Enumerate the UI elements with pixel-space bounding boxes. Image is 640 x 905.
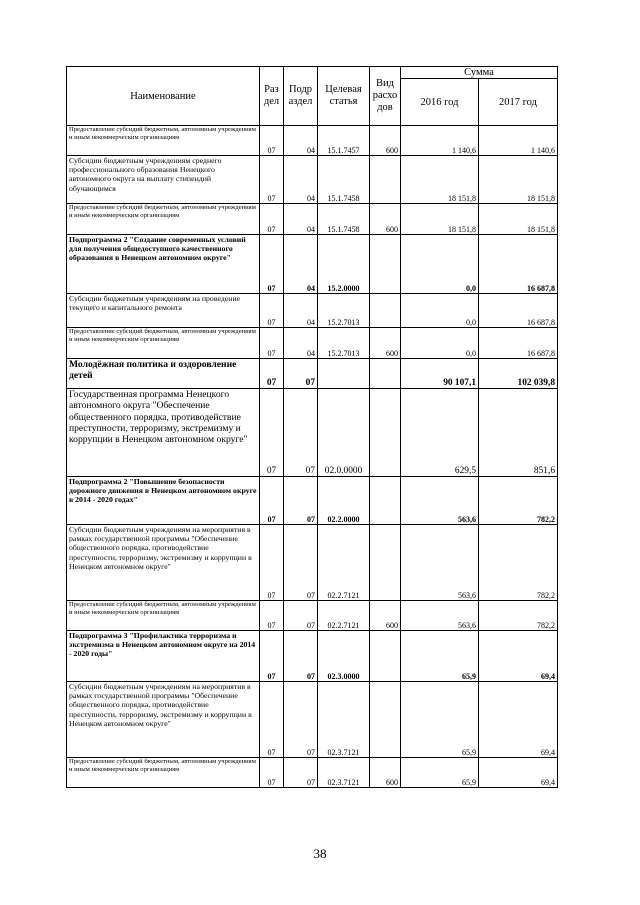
row-target-article: 02.2.0000 [318, 477, 370, 525]
table-row [67, 126, 558, 156]
table-row [67, 631, 558, 682]
row-expense-type [370, 525, 401, 601]
table-row [67, 204, 558, 235]
row-sum-2017: 102 039,8 [479, 359, 558, 389]
header-expense-type: Вид расхо дов [370, 67, 401, 126]
row-subsection: 07 [284, 389, 318, 477]
row-target-article: 15.2.0000 [318, 235, 370, 294]
row-sum-2016: 563,6 [401, 601, 479, 631]
row-target-article: 15.1.7457 [318, 126, 370, 156]
row-sum-2017: 18 151,8 [479, 156, 558, 204]
row-sum-2016: 65,9 [401, 631, 479, 682]
row-sum-2016: 18 151,8 [401, 204, 479, 235]
row-sum-2017: 16 687,8 [479, 235, 558, 294]
row-sum-2016: 629,5 [401, 389, 479, 477]
row-target-article: 02.3.7121 [318, 682, 370, 758]
row-subsection: 04 [284, 126, 318, 156]
row-sum-2016: 18 151,8 [401, 156, 479, 204]
row-section: 07 [260, 631, 284, 682]
row-subsection: 07 [284, 682, 318, 758]
row-target-article: 02.2.7121 [318, 601, 370, 631]
row-sum-2016: 563,6 [401, 525, 479, 601]
row-sum-2017: 18 151,8 [479, 204, 558, 235]
row-section: 07 [260, 126, 284, 156]
row-sum-2016: 90 107,1 [401, 359, 479, 389]
row-expense-type [370, 682, 401, 758]
row-subsection: 07 [284, 359, 318, 389]
row-subsection: 04 [284, 294, 318, 328]
row-name: Предоставление субсидий бюджетным, автономным учреждениям и иным некоммерческим организациям [67, 126, 260, 156]
row-target-article: 02.3.7121 [318, 758, 370, 788]
row-expense-type [370, 477, 401, 525]
row-name: Подпрограмма 2 "Создание современных условий для получения общедоступного качественного образования в Ненецком автономном округе" [67, 235, 260, 294]
table-row [67, 235, 558, 294]
row-sum-2016: 1 140,6 [401, 126, 479, 156]
row-section: 07 [260, 682, 284, 758]
table-row [67, 389, 558, 477]
row-subsection: 07 [284, 477, 318, 525]
row-sum-2017: 69,4 [479, 631, 558, 682]
row-name: Предоставление субсидий бюджетным, автономным учреждениям и иным некоммерческим организациям [67, 601, 260, 631]
row-name: Молодёжная политика и оздоровление детей [67, 359, 260, 389]
row-expense-type [370, 631, 401, 682]
row-target-article [318, 359, 370, 389]
row-name: Субсидии бюджетным учреждениям среднего профессионального образования Ненецкого автономного округа на выплату стипендий обучающимся [67, 156, 260, 204]
header-sum: Сумма [401, 67, 558, 79]
row-section: 07 [260, 359, 284, 389]
row-name: Государственная программа Ненецкого автономного округа "Обеспечение общественного порядка, противодействие преступности, терроризму, экстремизму и коррупции в Ненецком автономном округе" [67, 389, 260, 477]
row-sum-2017: 69,4 [479, 682, 558, 758]
row-sum-2017: 16 687,8 [479, 294, 558, 328]
row-target-article: 02.3.0000 [318, 631, 370, 682]
row-section: 07 [260, 156, 284, 204]
row-sum-2017: 16 687,8 [479, 328, 558, 359]
row-sum-2017: 782,2 [479, 525, 558, 601]
row-expense-type: 600 [370, 204, 401, 235]
row-section: 07 [260, 758, 284, 788]
row-section: 07 [260, 525, 284, 601]
table-row [67, 477, 558, 525]
row-expense-type [370, 235, 401, 294]
row-sum-2016: 65,9 [401, 682, 479, 758]
table-header-row-top [67, 67, 558, 79]
header-year-2016: 2016 год [401, 79, 479, 126]
table-row [67, 328, 558, 359]
row-target-article: 15.2.7013 [318, 294, 370, 328]
row-sum-2016: 0,0 [401, 328, 479, 359]
table-row [67, 682, 558, 758]
row-subsection: 04 [284, 156, 318, 204]
header-subsection: Подр аздел [284, 67, 318, 126]
row-expense-type: 600 [370, 758, 401, 788]
row-sum-2017: 851,6 [479, 389, 558, 477]
row-section: 07 [260, 328, 284, 359]
header-name: Наименование [67, 67, 260, 126]
row-name: Предоставление субсидий бюджетным, автономным учреждениям и иным некоммерческим организациям [67, 204, 260, 235]
row-expense-type [370, 294, 401, 328]
row-subsection: 07 [284, 631, 318, 682]
row-expense-type [370, 156, 401, 204]
row-sum-2017: 782,2 [479, 601, 558, 631]
row-name: Предоставление субсидий бюджетным, автономным учреждениям и иным некоммерческим организациям [67, 758, 260, 788]
row-target-article: 15.2.7013 [318, 328, 370, 359]
row-target-article: 02.0.0000 [318, 389, 370, 477]
row-expense-type: 600 [370, 601, 401, 631]
row-subsection: 04 [284, 235, 318, 294]
header-target-article: Целевая статья [318, 67, 370, 126]
row-section: 07 [260, 235, 284, 294]
row-section: 07 [260, 204, 284, 235]
row-name: Субсидии бюджетным учреждениям на мероприятия в рамках государственной программы "Обеспечение общественного порядка, противодействие преступности, терроризму, экстремизму и коррупции в Ненецком автономном округе" [67, 525, 260, 601]
row-expense-type [370, 359, 401, 389]
row-name: Субсидии бюджетным учреждениям на проведение текущего и капитального ремонта [67, 294, 260, 328]
row-target-article: 02.2.7121 [318, 525, 370, 601]
row-sum-2016: 0,0 [401, 294, 479, 328]
row-expense-type [370, 389, 401, 477]
row-name: Предоставление субсидий бюджетным, автономным учреждениям и иным некоммерческим организациям [67, 328, 260, 359]
row-subsection: 07 [284, 525, 318, 601]
page-number: 38 [313, 846, 327, 861]
row-sum-2017: 782,2 [479, 477, 558, 525]
row-sum-2016: 65,9 [401, 758, 479, 788]
row-expense-type: 600 [370, 328, 401, 359]
row-name: Подпрограмма 3 "Профилактика терроризма и экстремизма в Ненецком автономном округе на 2014 - 2020 годы" [67, 631, 260, 682]
row-sum-2016: 563,6 [401, 477, 479, 525]
row-section: 07 [260, 294, 284, 328]
row-section: 07 [260, 477, 284, 525]
table-row [67, 758, 558, 788]
row-subsection: 07 [284, 758, 318, 788]
budget-table [66, 66, 558, 788]
row-subsection: 04 [284, 328, 318, 359]
row-subsection: 04 [284, 204, 318, 235]
row-sum-2017: 1 140,6 [479, 126, 558, 156]
row-sum-2016: 0,0 [401, 235, 479, 294]
header-section: Раз дел [260, 67, 284, 126]
table-row [67, 525, 558, 601]
row-subsection: 07 [284, 601, 318, 631]
row-name: Субсидии бюджетным учреждениям на мероприятия в рамках государственной программы "Обеспечение общественного порядка, противодействие преступности, терроризму, экстремизму и коррупции в Ненецком автономном округе" [67, 682, 260, 758]
table-row [67, 359, 558, 389]
row-expense-type: 600 [370, 126, 401, 156]
table-row [67, 601, 558, 631]
row-name: Подпрограмма 2 "Повышение безопасности дорожного движения в Ненецком автономном округе в 2014 - 2020 годах" [67, 477, 260, 525]
row-section: 07 [260, 601, 284, 631]
table-row [67, 156, 558, 204]
row-section: 07 [260, 389, 284, 477]
row-sum-2017: 69,4 [479, 758, 558, 788]
row-target-article: 15.1.7458 [318, 204, 370, 235]
table-row [67, 294, 558, 328]
row-target-article: 15.1.7458 [318, 156, 370, 204]
header-year-2017: 2017 год [479, 79, 558, 126]
